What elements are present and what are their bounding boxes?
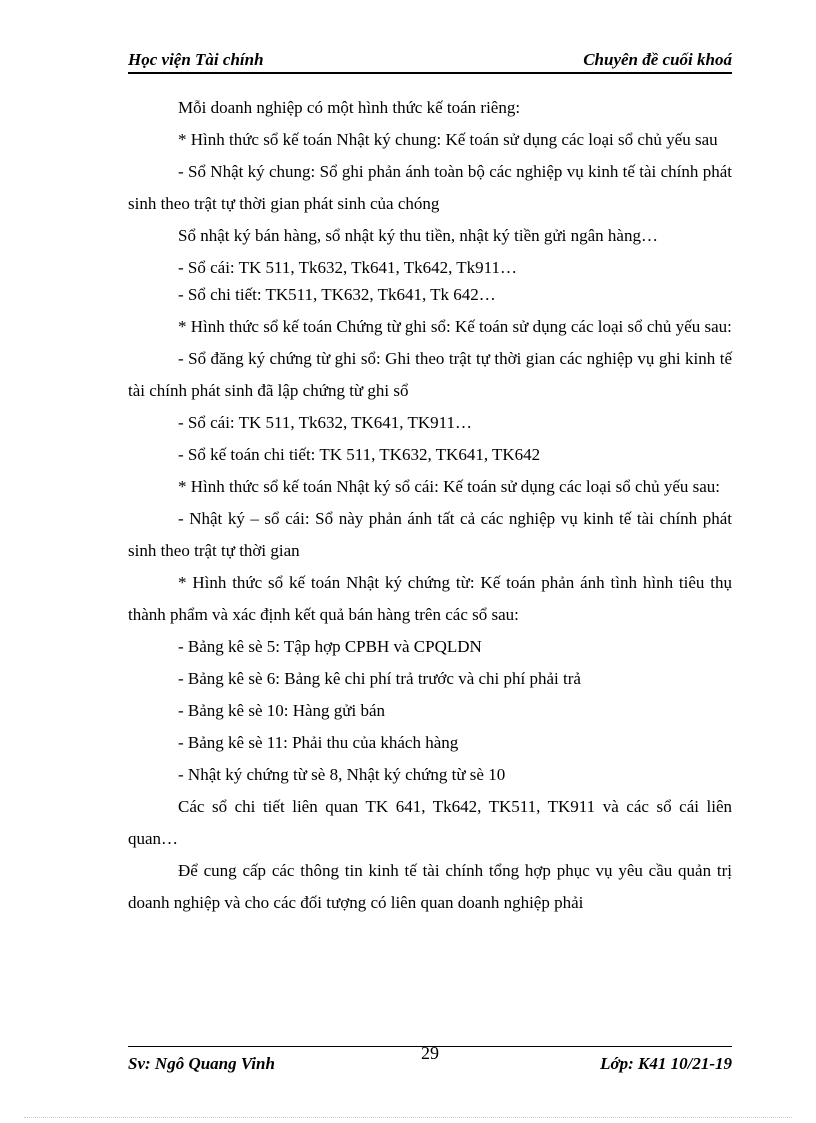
- footer-class-code: Lớp: K41 10/21-19: [600, 1054, 732, 1073]
- page-header: [128, 48, 732, 74]
- paragraph: Sổ nhật ký bán hàng, sổ nhật ký thu tiền, nhật ký tiền gửi ngân hàng…: [178, 226, 658, 245]
- footer-student-name: Sv: Ngô Quang Vinh: [128, 1054, 275, 1073]
- paragraph: Mỗi doanh nghiệp có một hình thức kế toán riêng:: [178, 98, 521, 117]
- header-institution: Học viện Tài chính: [128, 50, 264, 69]
- page-number: 29: [421, 1043, 439, 1063]
- paragraph: - Sổ Nhật ký chung: Sổ ghi phản ánh toàn bộ các nghiệp vụ kinh tế tài chính phát sinh theo trật tự thời gian phát sinh của chóng: [128, 162, 732, 213]
- page-footer: [128, 1043, 732, 1075]
- paragraph: Để cung cấp các thông tin kinh tế tài chính tổng hợp phục vụ yêu cầu quản trị doanh nghiệp và cho các đối tượng có liên quan doanh nghiệp phải: [128, 861, 732, 912]
- paragraph: - Sổ cái: TK 511, Tk632, Tk641, Tk642, Tk911…: [178, 258, 518, 277]
- paragraph: - Bảng kê sè 6: Bảng kê chi phí trả trước và chi phí phải trả: [178, 669, 581, 688]
- paragraph: - Nhật ký – sổ cái: Sổ này phản ánh tất cả các nghiệp vụ kinh tế tài chính phát sinh theo trật tự thời gian: [128, 509, 732, 560]
- paragraph: - Bảng kê sè 11: Phải thu của khách hàng: [178, 733, 459, 752]
- paragraph: - Bảng kê sè 5: Tập hợp CPBH và CPQLDN: [178, 637, 482, 656]
- page-bottom-divider: [24, 1117, 792, 1118]
- paragraph: Các sổ chi tiết liên quan TK 641, Tk642, TK511, TK911 và các sổ cái liên quan…: [128, 797, 732, 848]
- paragraph: - Sổ kế toán chi tiết: TK 511, TK632, TK641, TK642: [178, 445, 541, 464]
- header-document-type: Chuyên đề cuối khoá: [583, 50, 732, 69]
- paragraph: * Hình thức sổ kế toán Nhật ký chứng từ: Kế toán phản ánh tình hình tiêu thụ thành phẩm và xác định kết quả bán hàng trên các sổ sau:: [128, 573, 732, 624]
- paragraph: - Nhật ký chứng từ sè 8, Nhật ký chứng từ sè 10: [178, 765, 506, 784]
- paragraph: * Hình thức sổ kế toán Nhật ký sổ cái: Kế toán sử dụng các loại sổ chủ yếu sau:: [178, 477, 720, 496]
- paragraph: * Hình thức sổ kế toán Chứng từ ghi sổ: Kế toán sử dụng các loại sổ chủ yếu sau:: [178, 317, 732, 336]
- paragraph: - Sổ đăng ký chứng từ ghi sổ: Ghi theo trật tự thời gian các nghiệp vụ ghi kinh tế tài chính phát sinh đã lập chứng từ ghi sổ: [128, 349, 732, 400]
- page-body: [128, 92, 732, 919]
- paragraph: - Sổ cái: TK 511, Tk632, TK641, TK911…: [178, 413, 473, 432]
- paragraph: - Bảng kê sè 10: Hàng gửi bán: [178, 701, 386, 720]
- paragraph: * Hình thức sổ kế toán Nhật ký chung: Kế toán sử dụng các loại sổ chủ yếu sau: [178, 130, 718, 149]
- paragraph: - Sổ chi tiết: TK511, TK632, Tk641, Tk 642…: [178, 285, 496, 304]
